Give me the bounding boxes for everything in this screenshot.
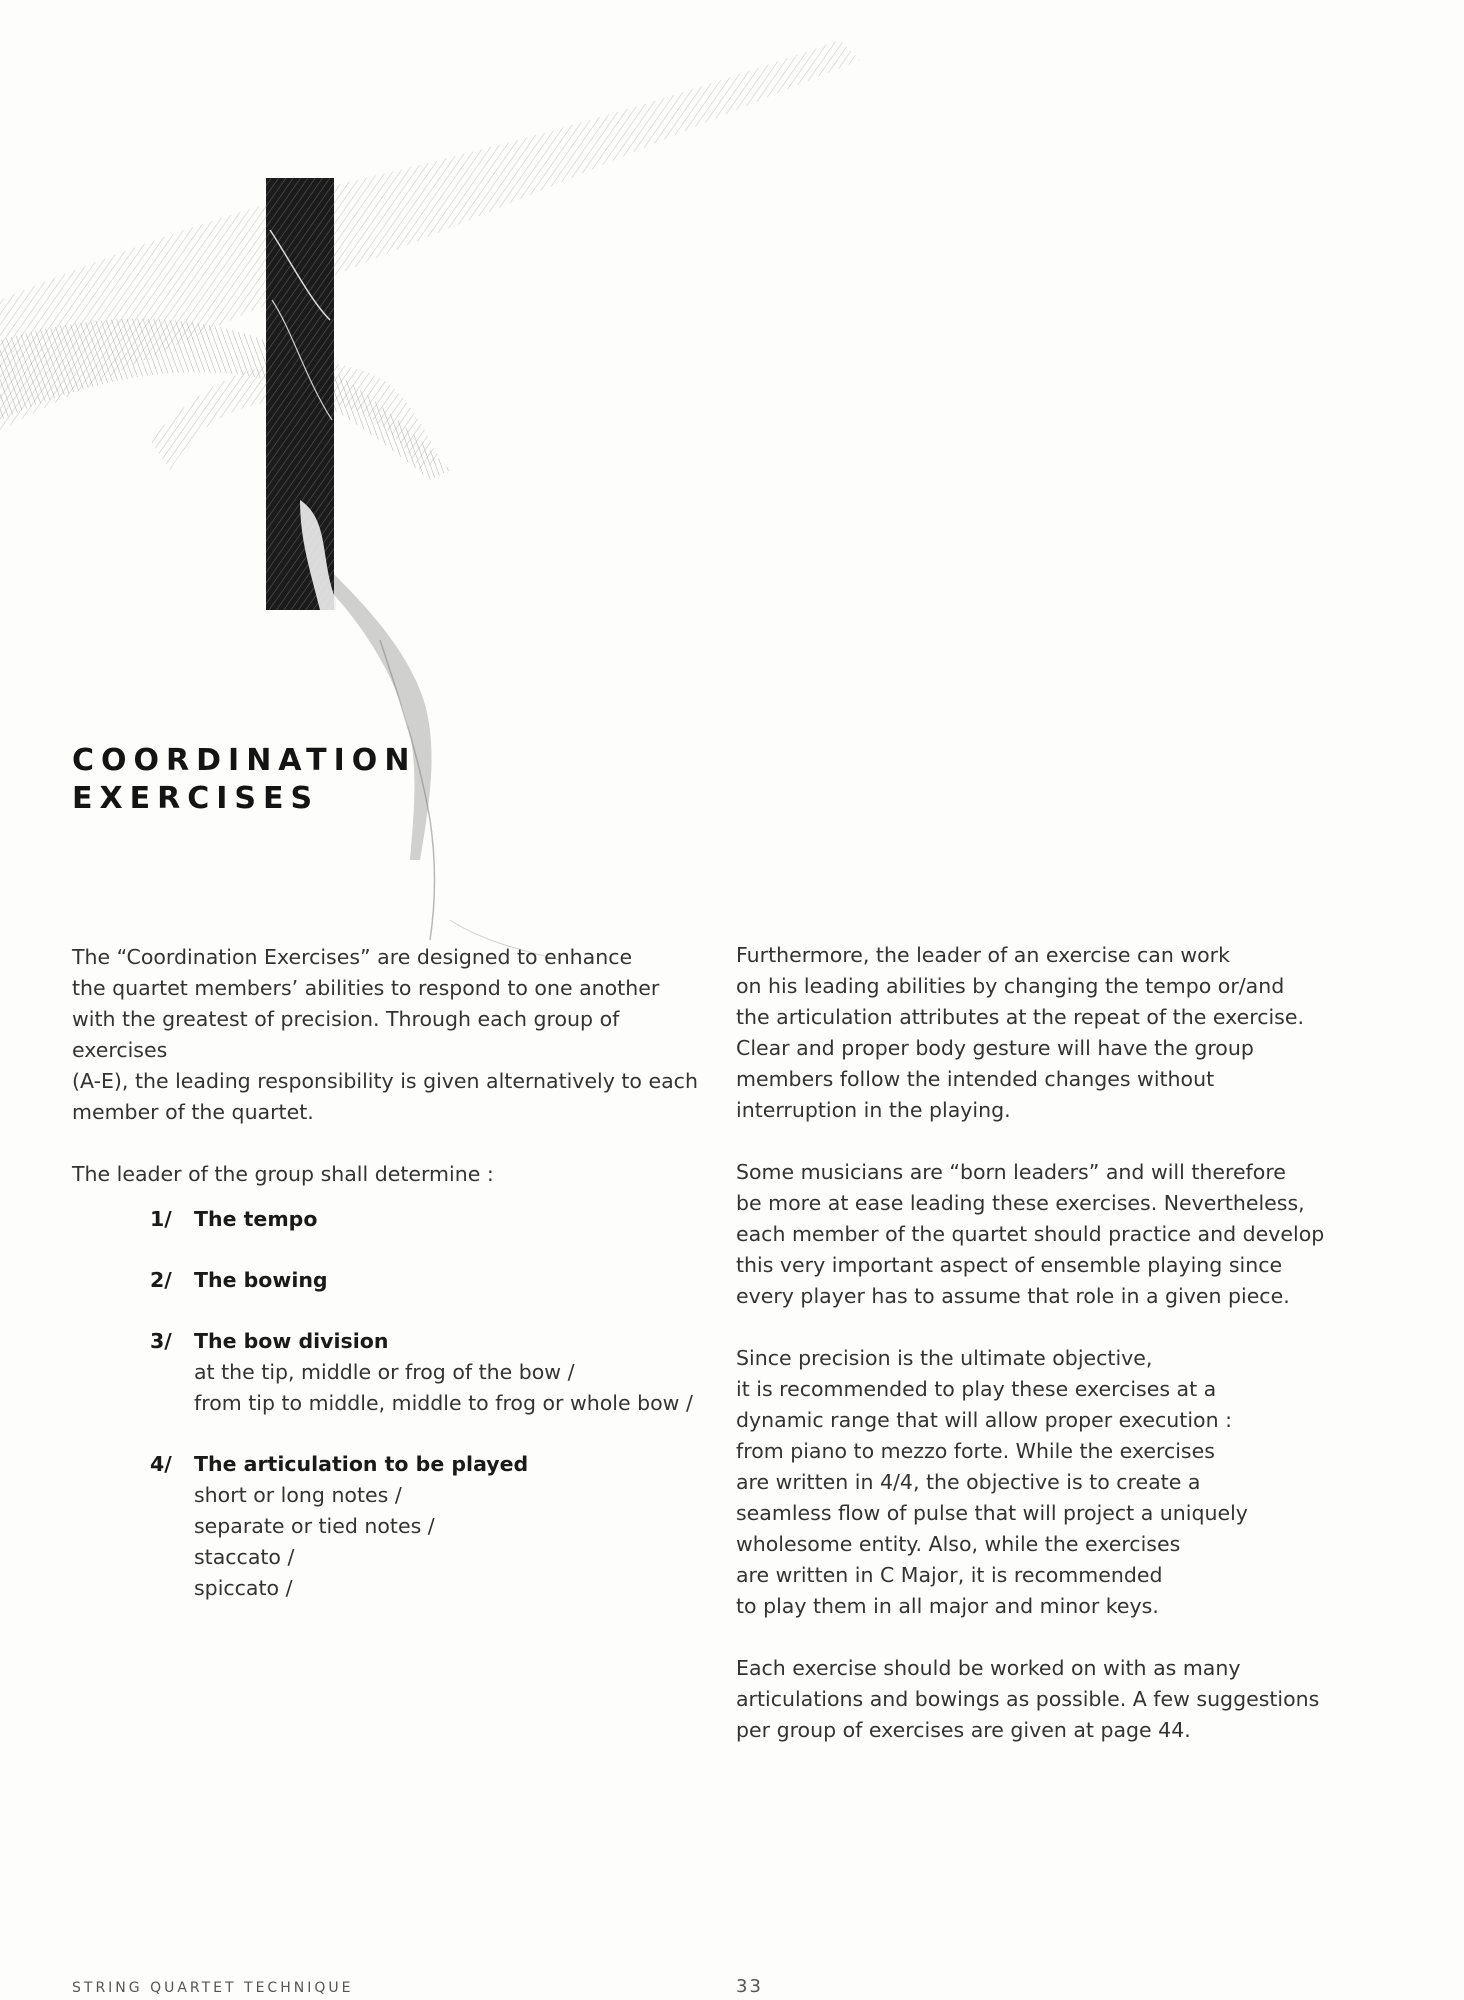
right-column [736,940,1396,1746]
item-heading: The bowing [194,1268,328,1292]
item-detail-line: at the tip, middle or frog of the bow / [194,1360,575,1384]
item-number: 4/ [150,1452,172,1476]
text-line: Since precision is the ultimate objective, [736,1346,1153,1370]
text-line: wholesome entity. Also, while the exercises [736,1532,1181,1556]
determination-list [72,1204,712,1604]
lead-sentence: The leader of the group shall determine : [72,1162,494,1186]
page-title-line-1: COORDINATION [72,743,417,778]
paragraph-leader-work [736,940,1396,1126]
item-heading: The bow division [194,1329,389,1353]
page-number: 33 [736,1976,763,1997]
text-line: this very important aspect of ensemble playing since [736,1253,1283,1277]
item-number: 3/ [150,1329,172,1353]
text-line: interruption in the playing. [736,1098,1011,1122]
text-line: dynamic range that will allow proper execution : [736,1408,1232,1432]
item-heading: The articulation to be played [194,1452,529,1476]
intro-line: with the greatest of precision. Through each group of exercises [72,1007,620,1062]
item-details [150,1357,712,1419]
item-detail-line: staccato / [194,1545,295,1569]
intro-line: (A-E), the leading responsibility is given alternatively to each [72,1069,698,1093]
text-line: the articulation attributes at the repeat of the exercise. [736,1005,1304,1029]
text-line: Some musicians are “born leaders” and will therefore [736,1160,1286,1184]
text-line: are written in 4/4, the objective is to create a [736,1470,1201,1494]
text-line: each member of the quartet should practice and develop [736,1222,1325,1246]
text-line: on his leading abilities by changing the tempo or/and [736,974,1285,998]
paragraph-born-leaders [736,1157,1396,1312]
paragraph-precision [736,1343,1396,1622]
book-title: STRING QUARTET TECHNIQUE [72,1980,354,1996]
text-line: Each exercise should be worked on with as many [736,1656,1241,1680]
wave-ribbon [0,40,860,960]
intro-line: member of the quartet. [72,1100,314,1124]
item-detail-line: spiccato / [194,1576,293,1600]
left-column [72,942,712,1634]
text-line: articulations and bowings as possible. A few suggestions [736,1687,1320,1711]
paragraph-suggestions [736,1653,1396,1746]
item-detail-line: separate or tied notes / [194,1514,435,1538]
page-title [72,742,416,818]
item-detail-line: from tip to middle, middle to frog or whole bow / [194,1391,693,1415]
item-number: 2/ [150,1268,172,1292]
list-item [150,1326,712,1419]
text-line: seamless flow of pulse that will project a uniquely [736,1501,1248,1525]
page-footer [72,1976,1464,1997]
intro-line: The “Coordination Exercises” are designed to enhance [72,945,633,969]
page-title-line-2: EXERCISES [72,781,320,816]
intro-paragraph [72,942,712,1128]
item-heading: The tempo [194,1207,318,1231]
text-line: it is recommended to play these exercises at a [736,1377,1217,1401]
text-line: every player has to assume that role in a given piece. [736,1284,1290,1308]
vertical-bar-graphic [266,178,336,610]
text-line: per group of exercises are given at page 44. [736,1718,1191,1742]
text-line: are written in C Major, it is recommended [736,1563,1163,1587]
item-number: 1/ [150,1207,172,1231]
text-line: Clear and proper body gesture will have the group [736,1036,1254,1060]
item-detail-line: short or long notes / [194,1483,402,1507]
list-item [150,1204,712,1235]
text-line: Furthermore, the leader of an exercise can work [736,943,1230,967]
text-line: be more at ease leading these exercises. Nevertheless, [736,1191,1305,1215]
intro-line: the quartet members’ abilities to respond to one another [72,976,660,1000]
text-line: to play them in all major and minor keys. [736,1594,1159,1618]
list-item [150,1449,712,1604]
list-item [150,1265,712,1296]
text-line: from piano to mezzo forte. While the exercises [736,1439,1215,1463]
item-details [150,1480,712,1604]
text-line: members follow the intended changes without [736,1067,1215,1091]
